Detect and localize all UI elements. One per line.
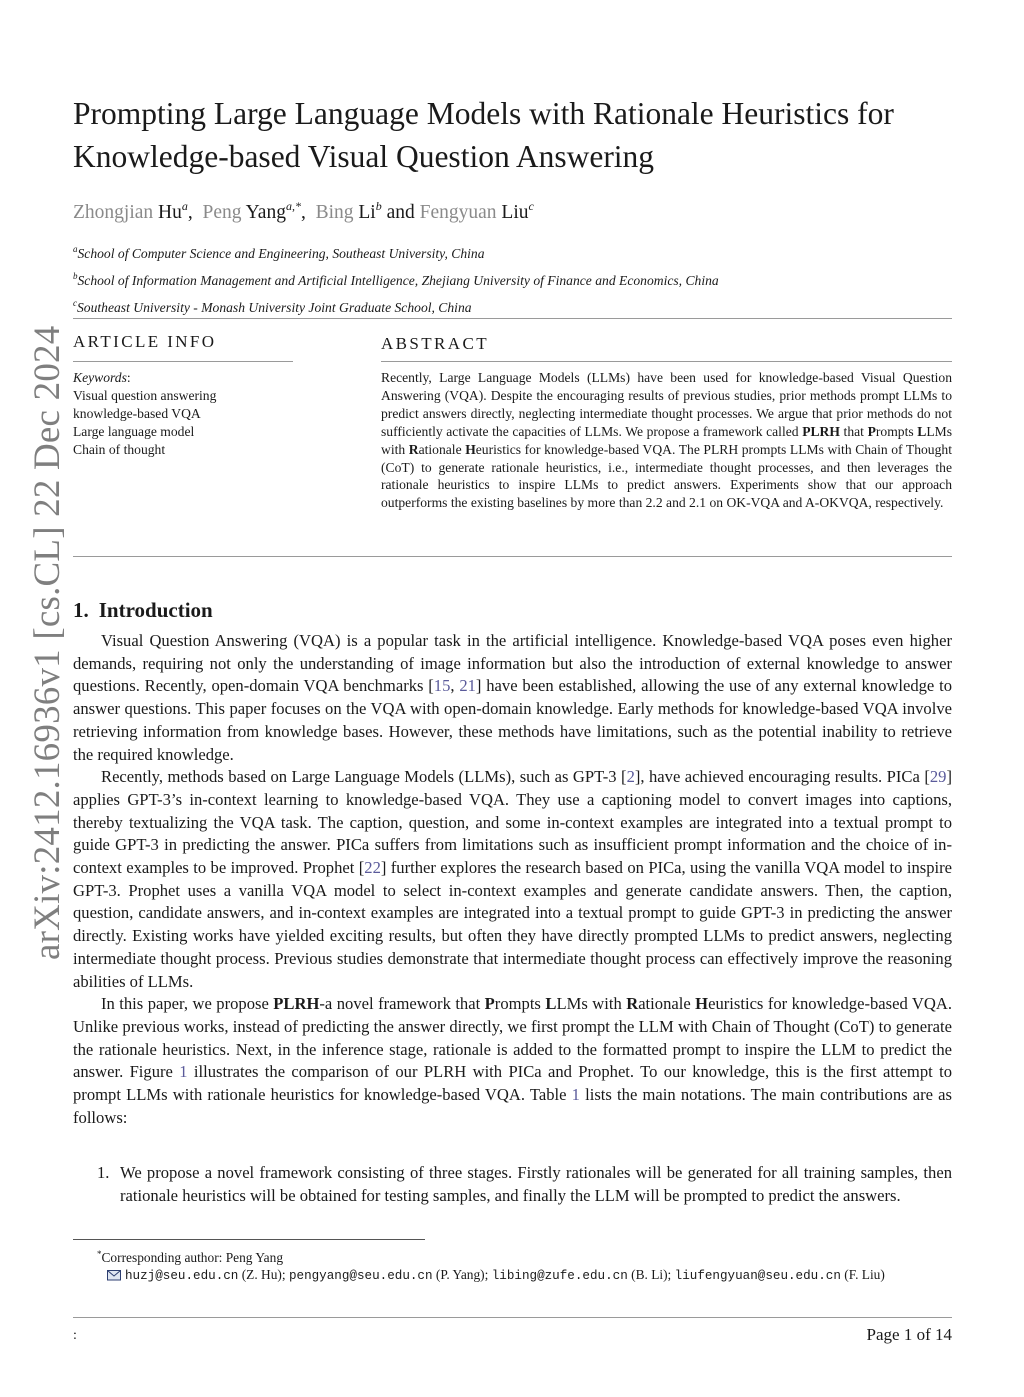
footer-left-mark: : (73, 1328, 77, 1343)
corresponding-author-note: *Corresponding author: Peng Yang (97, 1249, 284, 1265)
keywords-block: Keywords: Visual question answering knowledge-based VQA Large language model Chain of thought (73, 370, 217, 457)
email-link[interactable]: libing@zufe.edu.cn (491, 1269, 628, 1283)
abstract-heading: ABSTRACT (381, 334, 489, 353)
footnote-divider (73, 1239, 425, 1240)
paragraph: In this paper, we propose PLRH-a novel framework that Prompts LLMs with Rationale Heuristics for knowledge-based VQA. Unlike previous works, instead of predicting the answer directly, we first prompt the LLM with Chain of Thought (CoT) to generate the rationale heuristics. Next, in the inference stage, rationale is added to the formatted prompt to inspire the LLM to predict the answer. Figure 1 illustrates the comparison of our PLRH with PICa and Prophet. To our knowledge, this is the first attempt to prompt LLMs with rationale heuristics for knowledge-based VQA. Table 1 lists the main notations. The main contributions are as follows: (73, 994, 953, 1127)
header-divider (73, 318, 952, 319)
citation-link[interactable]: 22 (364, 858, 381, 878)
contribution-item (97, 1162, 952, 1207)
section-heading-introduction: 1. Introduction (73, 598, 213, 622)
introduction-body (73, 630, 952, 1129)
contribution-text: We propose a novel framework consisting of three stages. Firstly rationales will be generated for all training samples, then rationale heuristics will be obtained for testing samples, and finally the LLM will be prompted to predict the answers. (120, 1163, 952, 1205)
keyword: Chain of thought (73, 442, 166, 457)
affiliation-c: $^c$Southeast University - Monash University Joint Graduate School, China (73, 298, 472, 315)
keyword: Visual question answering (73, 388, 217, 403)
article-info-divider (73, 361, 293, 362)
paper-title (73, 92, 953, 178)
arxiv-identifier: arXiv:2412.16936v1 [cs.CL] 22 Dec 2024 (27, 325, 68, 960)
author-4[interactable]: Fengyuan Liu$^c$ (419, 199, 534, 223)
email-link[interactable]: liufengyuan@seu.edu.cn (674, 1269, 841, 1283)
title-line-2: Knowledge-based Visual Question Answering (73, 139, 655, 174)
abstract-end-divider (73, 556, 952, 557)
author-2[interactable]: Peng Yang$^{a,*}$ (202, 199, 301, 223)
affiliation-b: $^b$School of Information Management and Artificial Intelligence, Zhejiang University of Finance and Economics, China (73, 271, 719, 288)
list-number: 1. (97, 1163, 110, 1182)
paragraph: Recently, methods based on Large Language Models (LLMs), such as GPT-3 [2], have achieved encouraging results. PICa [29] applies GPT-3’s in-context learning to knowledge-based VQA. They use a captioning model to convert images into captions, thereby textualizing the VQA task. The caption, question, and some in-context examples are integrated into a textual prompt to guide GPT-3 in predicting the answer. PICa suffers from limitations such as insufficient prompt information and the choice of in-context examples to be improved. Prophet [22] further explores the research based on PICa, using the vanilla VQA model to inspire GPT-3. Prophet uses a vanilla VQA model to select in-context examples and generate candidate answers. Then, the caption, question, candidate answers, and in-context examples are integrated into a textual prompt to guide GPT-3 in predicting the answer directly. Existing works have yielded exciting results, but often they have directly prompted LLMs to predict answers, neglecting intermediate thought process. Previous studies demonstrate that intermediate thought process can effectively improve the reasoning abilities of LLMs. (73, 767, 953, 991)
article-info-heading: ARTICLE INFO (73, 332, 217, 351)
affiliation-a: $^a$School of Computer Science and Engineering, Southeast University, China (73, 244, 485, 261)
citation-link[interactable]: 29 (929, 767, 947, 787)
email-link[interactable]: pengyang@seu.edu.cn (288, 1269, 433, 1283)
page-number: Page 1 of 14 (866, 1325, 952, 1344)
figure-reference-link[interactable]: 1 (179, 1062, 188, 1082)
keyword: Large language model (73, 424, 195, 439)
author-3[interactable]: Bing Li$^b$ (315, 199, 382, 223)
citation-link[interactable]: 2 (626, 767, 635, 787)
envelope-icon (107, 1268, 121, 1286)
affiliations (73, 238, 719, 319)
keyword: knowledge-based VQA (73, 406, 201, 421)
email-link[interactable]: huzj@seu.edu.cn (125, 1269, 239, 1283)
author-1[interactable]: Zhongjian Hu$^a$ (73, 199, 188, 223)
author-emails: huzj@seu.edu.cn (Z. Hu); pengyang@seu.edu.cn (P. Yang); libing@zufe.edu.cn (B. Li); liufengyuan@seu.edu.cn (F. Liu) (107, 1266, 885, 1286)
citation-link[interactable]: 15 (433, 676, 451, 696)
paragraph: Visual Question Answering (VQA) is a popular task in the artificial intelligence. Knowledge-based VQA poses even higher demands, requiring not only the understanding of image information but also the introduction of external knowledge to answer questions. Recently, open-domain VQA benchmarks [15, 21] have been established, allowing the use of any external knowledge to answer questions. This paper focuses on the VQA with open-domain knowledge. Early methods for knowledge-based VQA involve retrieving information from knowledge bases. However, these methods have limitations, such as the potential inability to retrieve the required knowledge. (73, 631, 952, 764)
citation-link[interactable]: 21 (459, 676, 476, 696)
author-list: Zhongjian Hu$^a$, Peng Yang$^{a,*}$, Bing Li$^b$ and Fengyuan Liu$^c$ (73, 199, 534, 223)
keywords-label: Keywords (73, 370, 127, 385)
footer-divider (73, 1317, 952, 1318)
title-line-1: Prompting Large Language Models with Rationale Heuristics for (73, 96, 894, 131)
abstract-divider (381, 361, 952, 362)
table-reference-link[interactable]: 1 (571, 1085, 580, 1105)
abstract-text: Recently, Large Language Models (LLMs) have been used for knowledge-based Visual Question Answering (VQA). Despite the encouraging results of previous studies, prior methods prompt LLMs to predict answers directly, neglecting intermediate thought processes. We argue that prior methods do not sufficiently activate the capacities of LLMs. We propose a framework called PLRH that Prompts LLMs with Rationale Heuristics for knowledge-based VQA. The PLRH prompts LLMs with Chain of Thought (CoT) to generate rationale heuristics, i.e., intermediate thought processes, and then leverages the rationale heuristics to inspire LLMs to predict answers. Experiments show that our approach outperforms the existing baselines by more than 2.2 and 2.1 on OK-VQA and A-OKVQA, respectively. (381, 370, 953, 511)
authors-conjunction: and (386, 202, 415, 223)
